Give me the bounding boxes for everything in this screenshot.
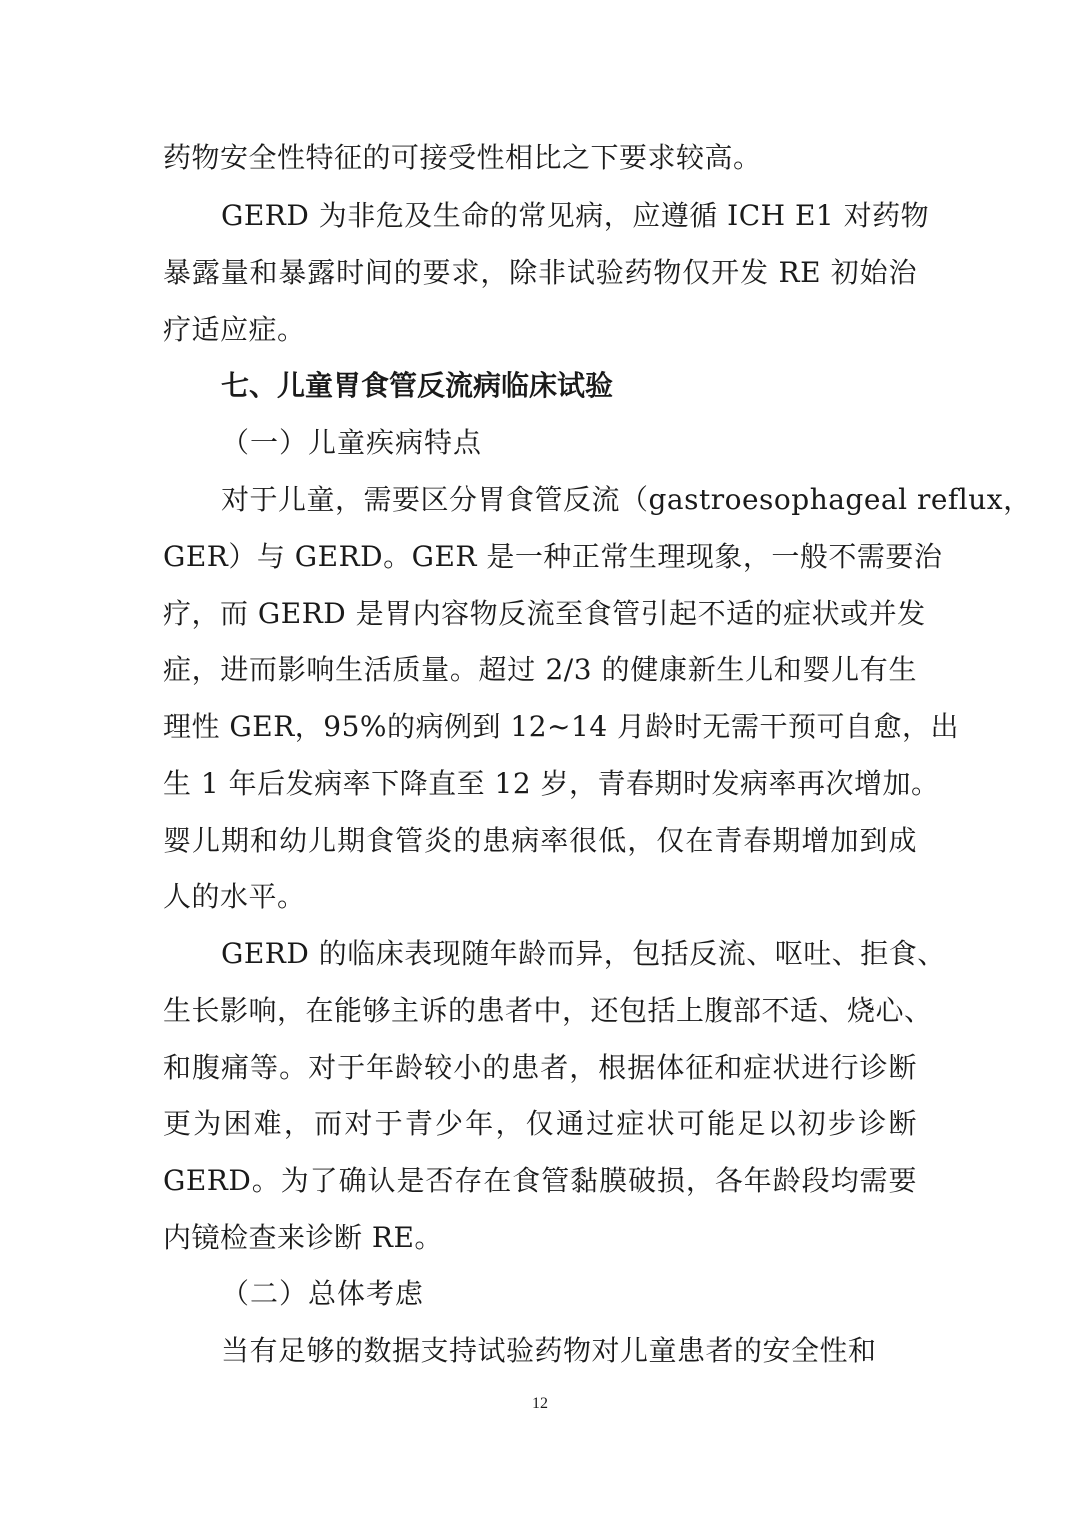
- text-line: 对于儿童，需要区分胃食管反流（gastroesophageal reflux，: [221, 483, 1032, 516]
- text-line: 当有足够的数据支持试验药物对儿童患者的安全性和: [221, 1334, 877, 1367]
- text-line: GERD。为了确认是否存在食管黏膜破损，各年龄段均需要: [163, 1164, 917, 1197]
- text-line: 药物安全性特征的可接受性相比之下要求较高。: [163, 141, 762, 174]
- text-line: GER）与 GERD。GER 是一种正常生理现象，一般不需要治: [163, 540, 943, 573]
- subsection-heading: （一）儿童疾病特点: [221, 426, 483, 459]
- text-line: 人的水平。: [163, 880, 306, 913]
- text-line: 理性 GER，95%的病例到 12~14 月龄时无需干预可自愈，出: [163, 710, 960, 743]
- text-line: GERD 的临床表现随年龄而异，包括反流、呕吐、拒食、: [221, 937, 946, 970]
- text-line: 暴露量和暴露时间的要求，除非试验药物仅开发 RE 初始治: [163, 256, 917, 289]
- text-line: GERD 为非危及生命的常见病，应遵循 ICH E1 对药物: [221, 199, 930, 232]
- text-line: 内镜检查来诊断 RE。: [163, 1221, 443, 1254]
- text-line: 疗，而 GERD 是胃内容物反流至食管引起不适的症状或并发: [163, 597, 926, 630]
- section-heading: 七、儿童胃食管反流病临床试验: [221, 369, 614, 402]
- text-line: 疗适应症。: [163, 313, 306, 346]
- text-line: 和腹痛等。对于年龄较小的患者，根据体征和症状进行诊断: [163, 1051, 917, 1084]
- text-line: 生 1 年后发病率下降直至 12 岁，青春期时发病率再次增加。: [163, 767, 940, 800]
- text-line: 症，进而影响生活质量。超过 2/3 的健康新生儿和婴儿有生: [163, 653, 917, 686]
- text-line: 生长影响，在能够主诉的患者中，还包括上腹部不适、烧心、: [163, 994, 933, 1027]
- text-line: 婴儿期和幼儿期食管炎的患病率很低，仅在青春期增加到成: [163, 824, 917, 857]
- text-line: 更为困难，而对于青少年，仅通过症状可能足以初步诊断: [163, 1107, 917, 1140]
- subsection-heading: （二）总体考虑: [221, 1277, 425, 1310]
- page-number: 12: [532, 1395, 548, 1412]
